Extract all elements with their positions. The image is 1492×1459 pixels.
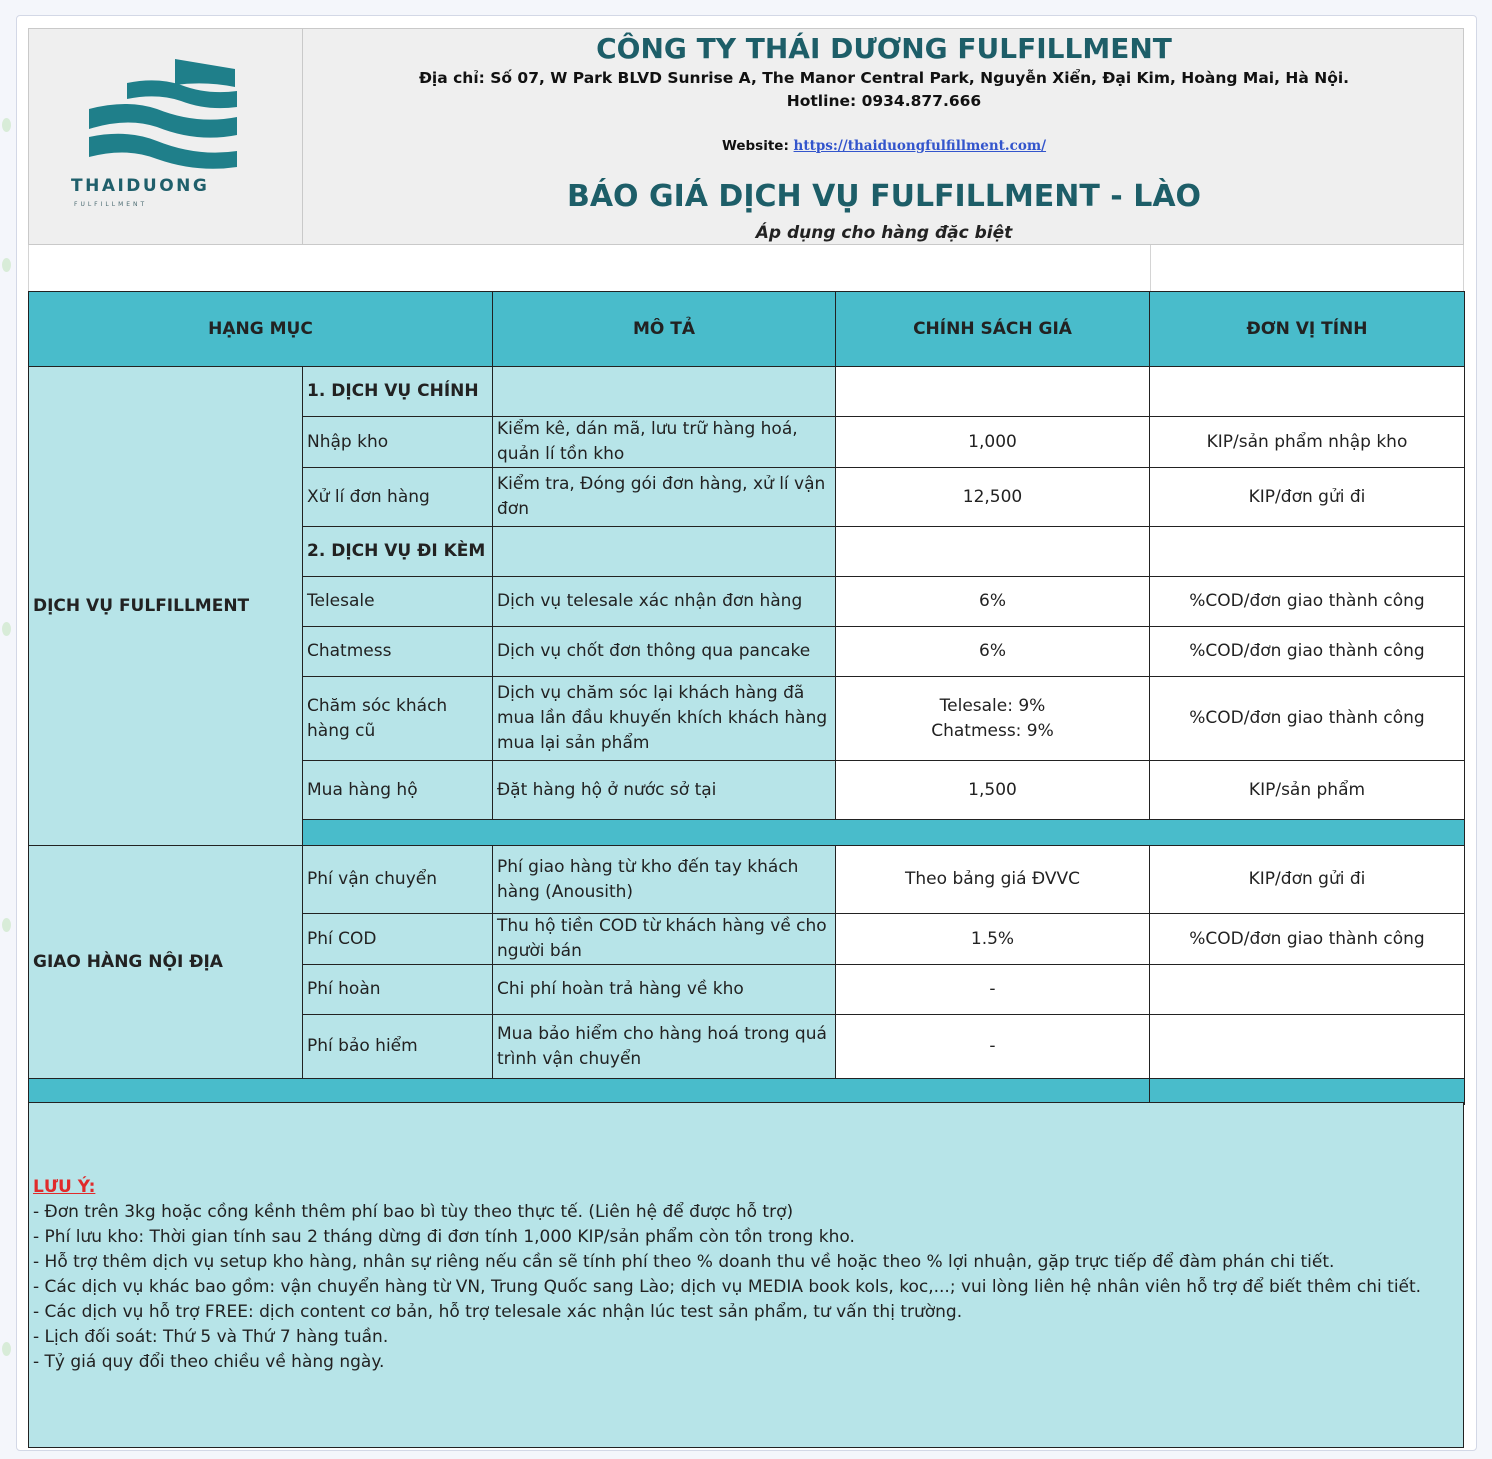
separator-cell[interactable]: [303, 820, 1465, 846]
category-cell-domestic-delivery[interactable]: GIAO HÀNG NỘI ĐỊA: [29, 846, 303, 1079]
unit-cell[interactable]: %COD/đơn giao thành công: [1150, 914, 1465, 965]
table-header-row: [29, 292, 1465, 367]
margin-decoration: [2, 918, 11, 932]
empty-cell[interactable]: [1150, 527, 1465, 577]
margin-decoration: [2, 258, 11, 272]
empty-cell[interactable]: [836, 527, 1150, 577]
description-cell[interactable]: Phí giao hàng từ kho đến tay khách hàng (Anousith): [493, 846, 836, 914]
description-cell[interactable]: Đặt hàng hộ ở nước sở tại: [493, 761, 836, 820]
unit-cell[interactable]: KIP/sản phẩm: [1150, 761, 1465, 820]
item-cell[interactable]: Phí bảo hiểm: [303, 1015, 493, 1079]
unit-cell[interactable]: KIP/sản phẩm nhập kho: [1150, 417, 1465, 468]
thaiduong-logo-icon: [87, 59, 247, 174]
description-cell[interactable]: Dịch vụ chốt đơn thông qua pancake: [493, 627, 836, 677]
section-title-main-services[interactable]: 1. DỊCH VỤ CHÍNH: [303, 367, 493, 417]
separator-row: [29, 1079, 1465, 1105]
description-cell[interactable]: Kiểm tra, Đóng gói đơn hàng, xử lí vận đơn: [493, 468, 836, 527]
price-cell[interactable]: 6%: [836, 577, 1150, 627]
unit-cell[interactable]: [1150, 1015, 1465, 1079]
item-cell[interactable]: Telesale: [303, 577, 493, 627]
price-cell[interactable]: 6%: [836, 627, 1150, 677]
logo-subtitle: FULFILLMENT: [74, 201, 148, 208]
item-cell[interactable]: Chatmess: [303, 627, 493, 677]
price-cell[interactable]: 1.5%: [836, 914, 1150, 965]
empty-cell[interactable]: [493, 367, 836, 417]
company-hotline: Hotline: 0934.877.666: [786, 92, 982, 110]
category-cell-fulfillment[interactable]: DỊCH VỤ FULFILLMENT: [29, 367, 303, 846]
item-cell[interactable]: Phí COD: [303, 914, 493, 965]
note-line: - Các dịch vụ hỗ trợ FREE: dịch content cơ bản, hỗ trợ telesale xác nhận lúc test sản phẩm, tư vấn thị trường.: [33, 1302, 963, 1322]
price-cell[interactable]: -: [836, 1015, 1150, 1079]
note-line: - Hỗ trợ thêm dịch vụ setup kho hàng, nhân sự riêng nếu cần sẽ tính phí theo % doanh thu về hoặc theo % lợi nhuận, gặp trực tiếp để đàm phán chi tiết.: [33, 1252, 1335, 1272]
margin-decoration: [2, 118, 11, 132]
note-line: - Các dịch vụ khác bao gồm: vận chuyển hàng từ VN, Trung Quốc sang Lào; dịch vụ MEDIA book kols, koc,...; vui lòng liên hệ nhân viên hỗ trợ để biết thêm chi tiết.: [33, 1277, 1422, 1297]
price-cell[interactable]: -: [836, 965, 1150, 1015]
item-cell[interactable]: Xử lí đơn hàng: [303, 468, 493, 527]
col-header-price[interactable]: CHÍNH SÁCH GIÁ: [836, 292, 1150, 367]
separator-cell[interactable]: [1150, 1079, 1465, 1105]
header-info: [304, 29, 1464, 244]
header-block: [28, 28, 1464, 245]
item-cell[interactable]: Phí hoàn: [303, 965, 493, 1015]
price-table: [28, 291, 1465, 1105]
item-cell[interactable]: Phí vận chuyển: [303, 846, 493, 914]
empty-cell[interactable]: [836, 367, 1150, 417]
price-cell[interactable]: 12,500: [836, 468, 1150, 527]
margin-decoration: [2, 622, 11, 636]
unit-cell[interactable]: %COD/đơn giao thành công: [1150, 677, 1465, 761]
margin-decoration: [2, 1342, 11, 1356]
price-cell[interactable]: [836, 677, 1150, 761]
blank-row: [28, 245, 1464, 291]
description-cell[interactable]: Thu hộ tiền COD từ khách hàng về cho người bán: [493, 914, 836, 965]
logo-cell: [29, 29, 303, 244]
unit-cell[interactable]: %COD/đơn giao thành công: [1150, 577, 1465, 627]
section-title-addon-services[interactable]: 2. DỊCH VỤ ĐI KÈM: [303, 527, 493, 577]
empty-cell[interactable]: [493, 527, 836, 577]
item-cell[interactable]: Nhập kho: [303, 417, 493, 468]
website-link[interactable]: https://thaiduongfulfillment.com/: [793, 138, 1047, 154]
logo-wordmark: THAIDUONG: [71, 176, 210, 196]
separator-cell[interactable]: [29, 1079, 1150, 1105]
col-header-category[interactable]: HẠNG MỤC: [29, 292, 493, 367]
company-address: Địa chỉ: Số 07, W Park BLVD Sunrise A, The Manor Central Park, Nguyễn Xiển, Đại Kim, Hoàng Mai, Hà Nội.: [418, 69, 1350, 87]
unit-cell[interactable]: %COD/đơn giao thành công: [1150, 627, 1465, 677]
col-header-description[interactable]: MÔ TẢ: [493, 292, 836, 367]
description-cell[interactable]: Chi phí hoàn trả hàng về kho: [493, 965, 836, 1015]
note-line: - Phí lưu kho: Thời gian tính sau 2 tháng dừng đi đơn tính 1,000 KIP/sản phẩm còn tồn trong kho.: [33, 1227, 855, 1247]
empty-cell[interactable]: [1150, 367, 1465, 417]
price-cell[interactable]: Theo bảng giá ĐVVC: [836, 846, 1150, 914]
item-cell[interactable]: Chăm sóc khách hàng cũ: [303, 677, 493, 761]
description-cell[interactable]: Kiểm kê, dán mã, lưu trữ hàng hoá, quản lí tồn kho: [493, 417, 836, 468]
notes-block[interactable]: [28, 1102, 1464, 1448]
quote-title: BÁO GIÁ DỊCH VỤ FULFILLMENT - LÀO: [566, 179, 1202, 214]
company-name: CÔNG TY THÁI DƯƠNG FULFILLMENT: [596, 32, 1172, 65]
table-row: [29, 846, 1465, 914]
item-cell[interactable]: Mua hàng hộ: [303, 761, 493, 820]
unit-cell[interactable]: KIP/đơn gửi đi: [1150, 846, 1465, 914]
price-line: Telesale: 9%: [939, 695, 1046, 716]
website-label: Website:: [721, 138, 794, 154]
notes-title: LƯU Ý:: [33, 1177, 96, 1197]
table-row: [29, 367, 1465, 417]
price-cell[interactable]: 1,000: [836, 417, 1150, 468]
col-header-unit[interactable]: ĐƠN VỊ TÍNH: [1150, 292, 1465, 367]
note-line: - Đơn trên 3kg hoặc cồng kềnh thêm phí bao bì tùy theo thực tế. (Liên hệ để được hỗ trợ): [33, 1202, 794, 1222]
note-line: - Tỷ giá quy đổi theo chiều về hàng ngày.: [33, 1352, 385, 1372]
price-line: Chatmess: 9%: [931, 720, 1054, 741]
unit-cell[interactable]: [1150, 965, 1465, 1015]
website-line: [304, 138, 1464, 154]
note-line: - Lịch đối soát: Thứ 5 và Thứ 7 hàng tuần.: [33, 1327, 389, 1347]
description-cell[interactable]: Dịch vụ chăm sóc lại khách hàng đã mua lần đầu khuyến khích khách hàng mua lại sản phẩm: [493, 677, 836, 761]
unit-cell[interactable]: KIP/đơn gửi đi: [1150, 468, 1465, 527]
price-cell[interactable]: 1,500: [836, 761, 1150, 820]
description-cell[interactable]: Mua bảo hiểm cho hàng hoá trong quá trình vận chuyển: [493, 1015, 836, 1079]
quote-subtitle: Áp dụng cho hàng đặc biệt: [755, 223, 1013, 243]
description-cell[interactable]: Dịch vụ telesale xác nhận đơn hàng: [493, 577, 836, 627]
